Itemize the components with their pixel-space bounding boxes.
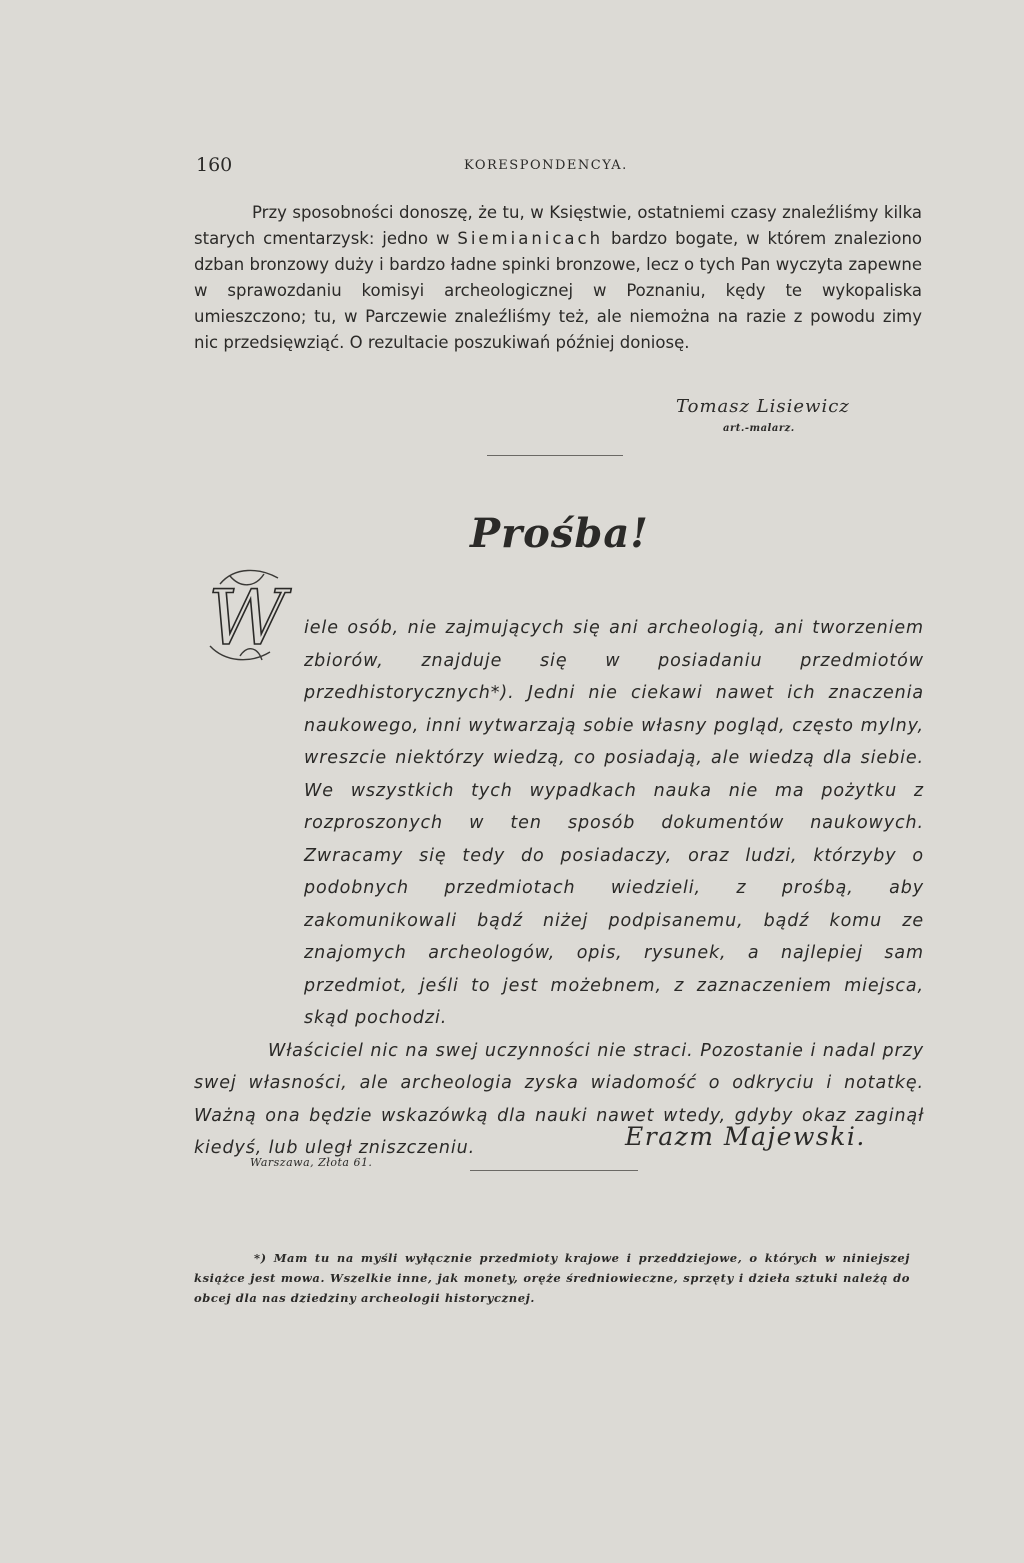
correspondence-text-2: bardzo bogate, w którem znaleziono dzban bronzowy duży i bardzo ładne spinki bronzowe, lecz o tych Pan wyczyta zapewne w sprawozdaniu komisyi archeologicznej w Poznaniu, kędy te wykopaliska umieszczono; tu, w Parczewie znaleźliśmy też, ale niemożna na razie z powodu zimy nic przedsięwziąć. O rezultacie poszukiwań później doniosę. [194, 229, 922, 352]
author-address: Warszawa, Złota 61. [250, 1156, 373, 1169]
initial-letter: W [208, 573, 287, 662]
page-header [196, 154, 922, 178]
running-title: KORESPONDENCYA. [464, 158, 628, 173]
correspondent-signature: Tomasz Lisiewicz [676, 396, 850, 417]
place-name: Siemianicach [457, 229, 604, 248]
section-divider [487, 455, 623, 456]
correspondence-paragraph [194, 200, 922, 356]
footnote-divider [470, 1170, 638, 1171]
footnote-text: *) Mam tu na myśli wyłącznie przedmioty krajowe i przeddziejowe, o których w niniejszej książce jest mowa. Wszelkie inne, jak monety, oręże średniowieczne, sprzęty i dzieła sztuki należą do obcej dla nas dziedziny archeologii historycznej. [194, 1251, 910, 1305]
correspondence-text-1: Przy sposobności donoszę, że tu, w Księstwie, ostatniemi czasy znaleźliśmy kilka starych cmentarzysk: jedno w [194, 203, 922, 248]
appeal-paragraph-1: iele osób, nie zajmujących się ani archeologią, ani tworzeniem zbiorów, znajduje się w posiadaniu przedmiotów przedhistorycznych*). Jedni nie ciekawi nawet ich znaczenia naukowego, inni wytwarzają sobie własny pogląd, często mylny, wreszcie niektórzy wiedzą, co posiadają, ale wiedzą dla siebie. We wszystkich tych wypadkach nauka nie ma pożytku z rozproszonych w ten sposób dokumentów naukowych. Zwracamy się tedy do posiadaczy, oraz ludzi, którzyby o podobnych przedmiotach wiedzieli, z prośbą, aby zakomunikowali bądź niżej podpisanemu, bądź komu ze znajomych archeologów, opis, rysunek, a najlepiej sam przedmiot, jeśli to jest możebnem, z zaznaczeniem miejsca, skąd pochodzi. [304, 618, 924, 1028]
author-signature: Erazm Majewski. [625, 1122, 866, 1151]
page-number: 160 [196, 154, 233, 176]
footnote [194, 1248, 910, 1308]
appeal-paragraph-2: Właściciel nic na swej uczynności nie straci. Pozostanie i nadal przy swej własności, ale archeologia zyska wiadomość o odkryciu i notatkę. Ważną ona będzie wskazówką dla nauki nawet wtedy, gdyby okaz zaginął kiedyś, lub uległ zniszczeniu. [194, 1040, 924, 1158]
correspondent-role: art.-malarz. [723, 423, 795, 434]
appeal-title: Prośba! [470, 510, 649, 557]
appeal-text [194, 612, 924, 1165]
